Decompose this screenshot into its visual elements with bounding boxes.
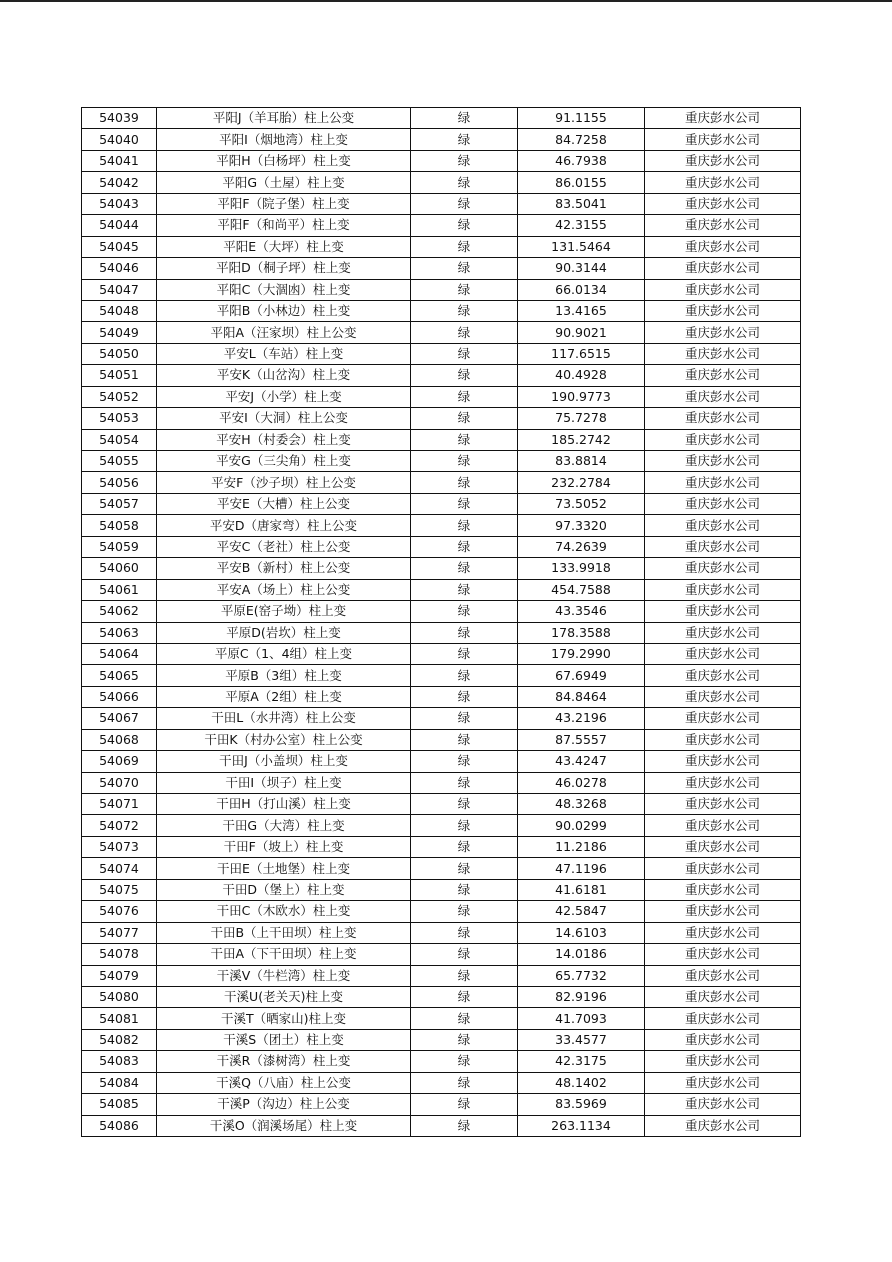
table-row [82,108,801,129]
company-cell: 重庆彭水公司 [645,751,801,772]
name-cell: 平安I（大洞）柱上公变 [157,408,411,429]
company-cell: 重庆彭水公司 [645,129,801,150]
company-cell: 重庆彭水公司 [645,686,801,707]
name-cell: 平阳G（土屋）柱上变 [157,172,411,193]
status-cell: 绿 [411,150,518,171]
value-cell: 48.1402 [518,1072,645,1093]
name-cell: 平阳F（院子堡）柱上变 [157,193,411,214]
table-row [82,515,801,536]
status-cell: 绿 [411,1008,518,1029]
value-cell: 454.7588 [518,579,645,600]
company-cell: 重庆彭水公司 [645,343,801,364]
table-row [82,172,801,193]
value-cell: 42.3175 [518,1051,645,1072]
table-row [82,579,801,600]
company-cell: 重庆彭水公司 [645,665,801,686]
name-cell: 平阳H（白杨坪）柱上变 [157,150,411,171]
name-cell: 平安B（新村）柱上公变 [157,558,411,579]
table-row [82,1115,801,1136]
id-cell: 54066 [82,686,157,707]
name-cell: 干溪V（牛栏湾）柱上变 [157,965,411,986]
status-cell: 绿 [411,944,518,965]
value-cell: 14.6103 [518,922,645,943]
value-cell: 43.3546 [518,601,645,622]
id-cell: 54053 [82,408,157,429]
id-cell: 54039 [82,108,157,129]
name-cell: 平原C（1、4组）柱上变 [157,643,411,664]
table-row [82,836,801,857]
value-cell: 46.0278 [518,772,645,793]
id-cell: 54085 [82,1094,157,1115]
name-cell: 干溪Q（八庙）柱上公变 [157,1072,411,1093]
company-cell: 重庆彭水公司 [645,944,801,965]
name-cell: 平阳E（大坪）柱上变 [157,236,411,257]
name-cell: 干田F（坡上）柱上变 [157,836,411,857]
status-cell: 绿 [411,172,518,193]
table-row [82,215,801,236]
name-cell: 平原B（3组）柱上变 [157,665,411,686]
company-cell: 重庆彭水公司 [645,215,801,236]
value-cell: 185.2742 [518,429,645,450]
id-cell: 54072 [82,815,157,836]
value-cell: 41.6181 [518,879,645,900]
status-cell: 绿 [411,986,518,1007]
company-cell: 重庆彭水公司 [645,172,801,193]
id-cell: 54060 [82,558,157,579]
id-cell: 54084 [82,1072,157,1093]
id-cell: 54057 [82,493,157,514]
name-cell: 平安H（村委会）柱上变 [157,429,411,450]
value-cell: 33.4577 [518,1029,645,1050]
id-cell: 54061 [82,579,157,600]
value-cell: 84.7258 [518,129,645,150]
id-cell: 54082 [82,1029,157,1050]
table-row [82,493,801,514]
table-row [82,1029,801,1050]
status-cell: 绿 [411,343,518,364]
name-cell: 平阳C（大涸凼）柱上变 [157,279,411,300]
id-cell: 54047 [82,279,157,300]
id-cell: 54067 [82,708,157,729]
company-cell: 重庆彭水公司 [645,408,801,429]
id-cell: 54041 [82,150,157,171]
status-cell: 绿 [411,472,518,493]
id-cell: 54076 [82,901,157,922]
id-cell: 54086 [82,1115,157,1136]
id-cell: 54058 [82,515,157,536]
name-cell: 干田K（村办公室）柱上公变 [157,729,411,750]
id-cell: 54079 [82,965,157,986]
data-table [81,107,801,1137]
value-cell: 90.0299 [518,815,645,836]
value-cell: 66.0134 [518,279,645,300]
status-cell: 绿 [411,558,518,579]
value-cell: 43.4247 [518,751,645,772]
table-row [82,536,801,557]
status-cell: 绿 [411,794,518,815]
status-cell: 绿 [411,858,518,879]
value-cell: 83.5041 [518,193,645,214]
status-cell: 绿 [411,193,518,214]
table-row [82,772,801,793]
table-row [82,386,801,407]
table-row [82,643,801,664]
value-cell: 67.6949 [518,665,645,686]
name-cell: 平阳D（桐子坪）柱上变 [157,258,411,279]
value-cell: 65.7732 [518,965,645,986]
id-cell: 54046 [82,258,157,279]
status-cell: 绿 [411,836,518,857]
id-cell: 54051 [82,365,157,386]
id-cell: 54048 [82,300,157,321]
status-cell: 绿 [411,322,518,343]
table-row [82,794,801,815]
company-cell: 重庆彭水公司 [645,858,801,879]
name-cell: 平安C（老社）柱上公变 [157,536,411,557]
table-row [82,986,801,1007]
name-cell: 平安J（小学）柱上变 [157,386,411,407]
company-cell: 重庆彭水公司 [645,901,801,922]
status-cell: 绿 [411,922,518,943]
id-cell: 54045 [82,236,157,257]
value-cell: 87.5557 [518,729,645,750]
status-cell: 绿 [411,879,518,900]
name-cell: 平阳F（和尚平）柱上变 [157,215,411,236]
id-cell: 54056 [82,472,157,493]
company-cell: 重庆彭水公司 [645,836,801,857]
value-cell: 48.3268 [518,794,645,815]
status-cell: 绿 [411,622,518,643]
table-row [82,1051,801,1072]
table-row [82,1094,801,1115]
id-cell: 54040 [82,129,157,150]
status-cell: 绿 [411,536,518,557]
value-cell: 83.8814 [518,451,645,472]
id-cell: 54071 [82,794,157,815]
id-cell: 54077 [82,922,157,943]
name-cell: 平安F（沙子坝）柱上公变 [157,472,411,493]
id-cell: 54074 [82,858,157,879]
value-cell: 73.5052 [518,493,645,514]
value-cell: 179.2990 [518,643,645,664]
id-cell: 54049 [82,322,157,343]
name-cell: 干田B（上干田坝）柱上变 [157,922,411,943]
table-row [82,665,801,686]
company-cell: 重庆彭水公司 [645,1115,801,1136]
value-cell: 46.7938 [518,150,645,171]
name-cell: 平原A（2组）柱上变 [157,686,411,707]
id-cell: 54054 [82,429,157,450]
id-cell: 54078 [82,944,157,965]
name-cell: 干溪U(老关天)柱上变 [157,986,411,1007]
name-cell: 平阳J（羊耳胎）柱上公变 [157,108,411,129]
name-cell: 干田C（木欧水）柱上变 [157,901,411,922]
status-cell: 绿 [411,1029,518,1050]
name-cell: 干溪T（晒家山)柱上变 [157,1008,411,1029]
status-cell: 绿 [411,1051,518,1072]
table-row [82,1072,801,1093]
status-cell: 绿 [411,643,518,664]
company-cell: 重庆彭水公司 [645,386,801,407]
id-cell: 54044 [82,215,157,236]
status-cell: 绿 [411,108,518,129]
table-row [82,451,801,472]
id-cell: 54043 [82,193,157,214]
name-cell: 平安G（三尖角）柱上变 [157,451,411,472]
page-top-border [0,0,892,2]
table-row [82,365,801,386]
company-cell: 重庆彭水公司 [645,579,801,600]
value-cell: 90.9021 [518,322,645,343]
id-cell: 54063 [82,622,157,643]
name-cell: 干田H（打山溪）柱上变 [157,794,411,815]
value-cell: 82.9196 [518,986,645,1007]
value-cell: 13.4165 [518,300,645,321]
status-cell: 绿 [411,1094,518,1115]
table-row [82,965,801,986]
value-cell: 83.5969 [518,1094,645,1115]
id-cell: 54073 [82,836,157,857]
value-cell: 42.5847 [518,901,645,922]
table-row [82,922,801,943]
name-cell: 平安L（车站）柱上变 [157,343,411,364]
status-cell: 绿 [411,129,518,150]
name-cell: 干田D（堡上）柱上变 [157,879,411,900]
name-cell: 干田I（坝子）柱上变 [157,772,411,793]
value-cell: 232.2784 [518,472,645,493]
status-cell: 绿 [411,386,518,407]
id-cell: 54052 [82,386,157,407]
company-cell: 重庆彭水公司 [645,536,801,557]
company-cell: 重庆彭水公司 [645,279,801,300]
name-cell: 干田A（下干田坝）柱上变 [157,944,411,965]
table-row [82,258,801,279]
company-cell: 重庆彭水公司 [645,558,801,579]
company-cell: 重庆彭水公司 [645,986,801,1007]
company-cell: 重庆彭水公司 [645,708,801,729]
id-cell: 54083 [82,1051,157,1072]
value-cell: 14.0186 [518,944,645,965]
id-cell: 54068 [82,729,157,750]
table-row [82,236,801,257]
id-cell: 54081 [82,1008,157,1029]
company-cell: 重庆彭水公司 [645,322,801,343]
company-cell: 重庆彭水公司 [645,1094,801,1115]
table-row [82,751,801,772]
status-cell: 绿 [411,279,518,300]
table-row [82,429,801,450]
company-cell: 重庆彭水公司 [645,794,801,815]
table-row [82,1008,801,1029]
status-cell: 绿 [411,493,518,514]
id-cell: 54062 [82,601,157,622]
id-cell: 54064 [82,643,157,664]
value-cell: 133.9918 [518,558,645,579]
value-cell: 75.7278 [518,408,645,429]
table-row [82,558,801,579]
status-cell: 绿 [411,258,518,279]
status-cell: 绿 [411,686,518,707]
name-cell: 平阳A（汪家坝）柱上公变 [157,322,411,343]
value-cell: 74.2639 [518,536,645,557]
name-cell: 平安K（山岔沟）柱上变 [157,365,411,386]
id-cell: 54050 [82,343,157,364]
name-cell: 平原E(窑子坳）柱上变 [157,601,411,622]
company-cell: 重庆彭水公司 [645,729,801,750]
value-cell: 131.5464 [518,236,645,257]
id-cell: 54080 [82,986,157,1007]
company-cell: 重庆彭水公司 [645,451,801,472]
name-cell: 干溪R（漆树湾）柱上变 [157,1051,411,1072]
value-cell: 117.6515 [518,343,645,364]
company-cell: 重庆彭水公司 [645,772,801,793]
table-body [82,108,801,1137]
company-cell: 重庆彭水公司 [645,965,801,986]
status-cell: 绿 [411,579,518,600]
status-cell: 绿 [411,708,518,729]
name-cell: 平原D(岩坎）柱上变 [157,622,411,643]
name-cell: 干溪P（沟边）柱上公变 [157,1094,411,1115]
id-cell: 54059 [82,536,157,557]
table-row [82,879,801,900]
company-cell: 重庆彭水公司 [645,879,801,900]
table-row [82,708,801,729]
table-row [82,322,801,343]
table-row [82,279,801,300]
company-cell: 重庆彭水公司 [645,236,801,257]
status-cell: 绿 [411,601,518,622]
value-cell: 263.1134 [518,1115,645,1136]
table-row [82,343,801,364]
table-row [82,472,801,493]
value-cell: 43.2196 [518,708,645,729]
value-cell: 190.9773 [518,386,645,407]
company-cell: 重庆彭水公司 [645,108,801,129]
value-cell: 84.8464 [518,686,645,707]
value-cell: 178.3588 [518,622,645,643]
status-cell: 绿 [411,408,518,429]
value-cell: 40.4928 [518,365,645,386]
company-cell: 重庆彭水公司 [645,300,801,321]
table-row [82,944,801,965]
company-cell: 重庆彭水公司 [645,150,801,171]
name-cell: 平安E（大槽）柱上公变 [157,493,411,514]
id-cell: 54042 [82,172,157,193]
value-cell: 90.3144 [518,258,645,279]
name-cell: 平安D（唐家弯）柱上公变 [157,515,411,536]
table-row [82,815,801,836]
company-cell: 重庆彭水公司 [645,643,801,664]
company-cell: 重庆彭水公司 [645,258,801,279]
table-row [82,622,801,643]
status-cell: 绿 [411,1072,518,1093]
value-cell: 86.0155 [518,172,645,193]
status-cell: 绿 [411,236,518,257]
table-row [82,729,801,750]
value-cell: 42.3155 [518,215,645,236]
status-cell: 绿 [411,815,518,836]
table-row [82,686,801,707]
status-cell: 绿 [411,515,518,536]
name-cell: 平安A（场上）柱上公变 [157,579,411,600]
table-row [82,193,801,214]
company-cell: 重庆彭水公司 [645,601,801,622]
table-row [82,300,801,321]
company-cell: 重庆彭水公司 [645,193,801,214]
company-cell: 重庆彭水公司 [645,493,801,514]
id-cell: 54065 [82,665,157,686]
company-cell: 重庆彭水公司 [645,922,801,943]
id-cell: 54055 [82,451,157,472]
company-cell: 重庆彭水公司 [645,1072,801,1093]
status-cell: 绿 [411,451,518,472]
company-cell: 重庆彭水公司 [645,622,801,643]
table-row [82,150,801,171]
name-cell: 干田E（土地堡）柱上变 [157,858,411,879]
name-cell: 干田J（小盖坝）柱上变 [157,751,411,772]
status-cell: 绿 [411,1115,518,1136]
name-cell: 干田L（水井湾）柱上公变 [157,708,411,729]
name-cell: 平阳B（小林边）柱上变 [157,300,411,321]
value-cell: 41.7093 [518,1008,645,1029]
status-cell: 绿 [411,729,518,750]
company-cell: 重庆彭水公司 [645,515,801,536]
name-cell: 干溪O（润溪场尾）柱上变 [157,1115,411,1136]
name-cell: 干田G（大湾）柱上变 [157,815,411,836]
name-cell: 干溪S（团土）柱上变 [157,1029,411,1050]
status-cell: 绿 [411,365,518,386]
company-cell: 重庆彭水公司 [645,472,801,493]
table-row [82,858,801,879]
status-cell: 绿 [411,429,518,450]
status-cell: 绿 [411,901,518,922]
value-cell: 11.2186 [518,836,645,857]
id-cell: 54069 [82,751,157,772]
table-row [82,601,801,622]
company-cell: 重庆彭水公司 [645,1051,801,1072]
table-row [82,901,801,922]
id-cell: 54075 [82,879,157,900]
status-cell: 绿 [411,965,518,986]
value-cell: 91.1155 [518,108,645,129]
company-cell: 重庆彭水公司 [645,365,801,386]
status-cell: 绿 [411,772,518,793]
status-cell: 绿 [411,215,518,236]
status-cell: 绿 [411,665,518,686]
company-cell: 重庆彭水公司 [645,429,801,450]
company-cell: 重庆彭水公司 [645,1029,801,1050]
value-cell: 97.3320 [518,515,645,536]
company-cell: 重庆彭水公司 [645,1008,801,1029]
value-cell: 47.1196 [518,858,645,879]
company-cell: 重庆彭水公司 [645,815,801,836]
table-row [82,408,801,429]
name-cell: 平阳I（烟地湾）柱上变 [157,129,411,150]
status-cell: 绿 [411,751,518,772]
table-row [82,129,801,150]
status-cell: 绿 [411,300,518,321]
id-cell: 54070 [82,772,157,793]
